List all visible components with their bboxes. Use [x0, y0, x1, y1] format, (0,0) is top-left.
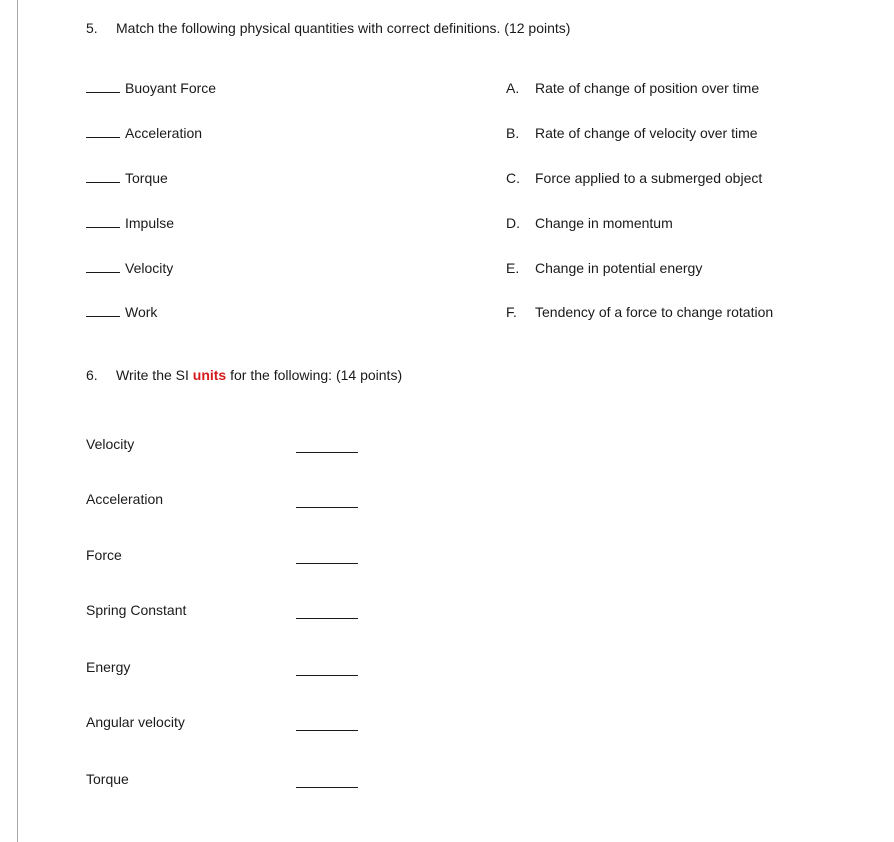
answer-blank[interactable] [86, 172, 120, 183]
definition-text: Change in momentum [535, 215, 673, 231]
definition-letter: F. [506, 304, 517, 320]
definition-text: Rate of change of velocity over time [535, 125, 758, 141]
question-5-title [86, 20, 570, 36]
answer-blank[interactable] [86, 127, 120, 138]
unit-answer-blank[interactable] [296, 507, 358, 508]
definition-letter: A. [506, 80, 520, 96]
quantity-label: Impulse [125, 215, 175, 231]
match-quantity-row [86, 170, 168, 186]
page-left-border [17, 0, 18, 842]
unit-item-label: Acceleration [86, 491, 164, 507]
match-quantity-row [86, 80, 216, 96]
match-quantity-row [86, 304, 157, 320]
unit-item-label: Force [86, 547, 122, 563]
unit-row [86, 547, 386, 567]
quantity-label: Velocity [125, 260, 174, 276]
match-quantity-row [86, 260, 173, 276]
unit-row [86, 771, 386, 791]
definition-row [506, 304, 773, 320]
unit-answer-blank[interactable] [296, 618, 358, 619]
definition-letter: B. [506, 125, 520, 141]
unit-row [86, 714, 386, 734]
unit-answer-blank[interactable] [296, 675, 358, 676]
question-6-title [86, 367, 402, 383]
unit-row [86, 602, 386, 622]
definition-letter: D. [506, 215, 520, 231]
unit-item-label: Angular velocity [86, 714, 185, 730]
definition-row [506, 215, 673, 231]
unit-item-label: Torque [86, 771, 129, 787]
question-5-number: 5. [86, 20, 98, 36]
definition-text: Rate of change of position over time [535, 80, 760, 96]
question-5-text: Match the following physical quantities with correct definitions. (12 points) [116, 20, 571, 36]
definition-letter: C. [506, 170, 520, 186]
definition-row [506, 260, 702, 276]
answer-blank[interactable] [86, 217, 120, 228]
question-6-number: 6. [86, 367, 98, 383]
unit-answer-blank[interactable] [296, 563, 358, 564]
quantity-label: Torque [125, 170, 168, 186]
quantity-label: Acceleration [125, 125, 203, 141]
definition-text: Force applied to a submerged object [535, 170, 763, 186]
unit-answer-blank[interactable] [296, 452, 358, 453]
question-6-text-before: Write the SI [116, 367, 193, 383]
unit-row [86, 659, 386, 679]
unit-answer-blank[interactable] [296, 787, 358, 788]
definition-text: Tendency of a force to change rotation [535, 304, 774, 320]
unit-row [86, 491, 386, 511]
question-6-emphasis: units [192, 367, 227, 383]
answer-blank[interactable] [86, 82, 120, 93]
definition-row [506, 125, 758, 141]
definition-row [506, 80, 759, 96]
quantity-label: Work [125, 304, 158, 320]
answer-blank[interactable] [86, 306, 120, 317]
match-quantity-row [86, 215, 174, 231]
definition-letter: E. [506, 260, 520, 276]
unit-item-label: Velocity [86, 436, 135, 452]
definition-row [506, 170, 762, 186]
unit-item-label: Spring Constant [86, 602, 187, 618]
answer-blank[interactable] [86, 262, 120, 273]
match-quantity-row [86, 125, 202, 141]
quantity-label: Buoyant Force [125, 80, 217, 96]
definition-text: Change in potential energy [535, 260, 703, 276]
unit-answer-blank[interactable] [296, 730, 358, 731]
question-6-text-after: for the following: (14 points) [226, 367, 403, 383]
unit-row [86, 436, 386, 456]
unit-item-label: Energy [86, 659, 131, 675]
